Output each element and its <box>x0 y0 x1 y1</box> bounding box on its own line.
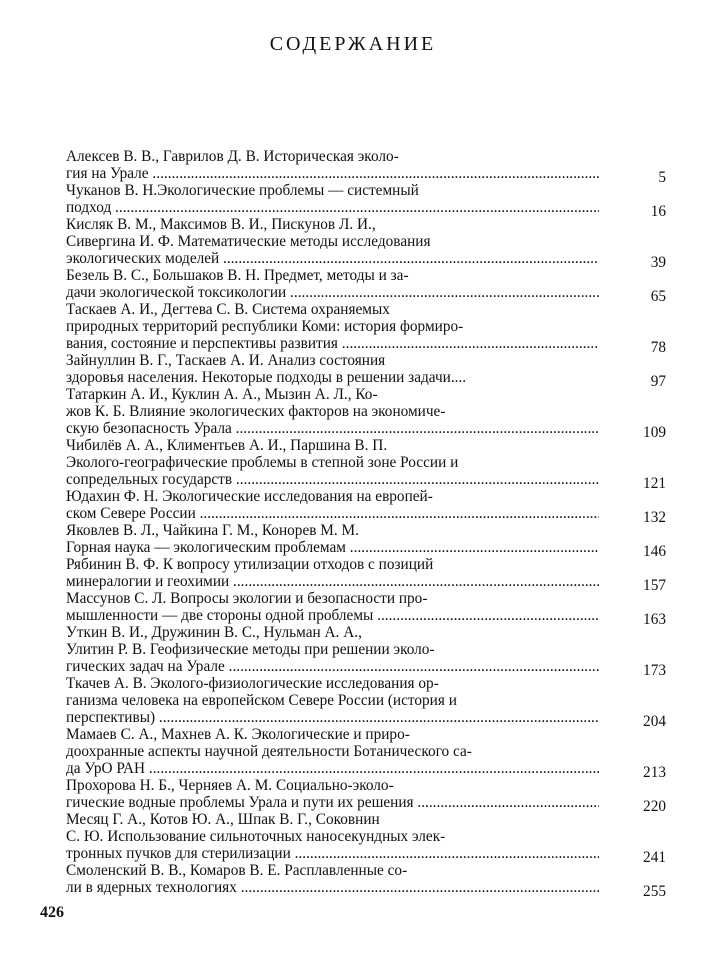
toc-entry <box>66 777 666 815</box>
toc-entry-line: Алексев В. В., Гаврилов Д. В. Историческая эколо- <box>66 148 399 165</box>
toc-entry-line: Яковлев В. Л., Чайкина Г. М., Конорев М. М. <box>66 522 359 539</box>
toc-entry-line: Сивергина И. Ф. Математические методы исследования <box>66 233 431 250</box>
toc-entry-line: Таскаев А. И., Дегтева С. В. Система охраняемых <box>66 301 390 318</box>
toc-entry <box>66 522 666 560</box>
toc-entry-line: перспективы) ..... <box>66 709 599 726</box>
toc-entry-line: Чибилёв А. А., Климентьев А. И., Паршина В. П. <box>66 437 388 454</box>
toc-entry-page: 220 <box>643 798 666 815</box>
toc-entry-line: скую безопасность Урала ..... <box>66 420 599 437</box>
toc-entry-line: Чуканов В. Н.Экологические проблемы — системный <box>66 182 419 199</box>
toc-entry-page: 173 <box>643 662 666 679</box>
toc-entry-page: 16 <box>650 203 666 220</box>
toc-entry <box>66 811 666 866</box>
toc-entry <box>66 386 666 441</box>
toc-entry <box>66 862 666 900</box>
toc-entry-line: тронных пучков для стерилизации ..... <box>66 845 599 862</box>
toc-entry-line: мышленности — две стороны одной проблемы ..... <box>66 607 599 624</box>
toc-entry-line: Прохорова Н. Б., Черняев А. М. Социально-эколо- <box>66 777 394 794</box>
toc-entry-page: 213 <box>643 764 666 781</box>
toc-entry <box>66 437 666 492</box>
toc-entry-line: Уткин В. И., Дружинин В. С., Нульман А. А., <box>66 624 362 641</box>
page-number: 426 <box>40 904 64 921</box>
toc-entry-line: Смоленский В. В., Комаров В. Е. Расплавленные со- <box>66 862 408 879</box>
toc-entry <box>66 182 666 220</box>
toc-entry-line: Юдахин Ф. Н. Экологические исследования на европей- <box>66 488 433 505</box>
toc-entry-line: Рябинин В. Ф. К вопросу утилизации отходов с позиций <box>66 556 434 573</box>
toc-entry-line: да УрО РАН ..... <box>66 760 599 777</box>
toc-entry-line: ском Севере России ..... <box>66 505 599 522</box>
toc-entry-line: Горная наука — экологическим проблемам ..... <box>66 539 599 556</box>
toc-entry-line: ганизма человека на европейском Севере России (история и <box>66 692 457 709</box>
toc-entry-page: 241 <box>643 849 666 866</box>
toc-entry-page: 157 <box>643 577 666 594</box>
toc-entry <box>66 148 666 186</box>
toc-entry-page: 109 <box>643 424 666 441</box>
toc-entry-line: гических задач на Урале ..... <box>66 658 599 675</box>
table-of-contents <box>66 148 666 900</box>
toc-entry <box>66 675 666 730</box>
toc-entry-line: Эколого-географические проблемы в степной зоне России и <box>66 454 459 471</box>
toc-entry <box>66 216 666 271</box>
toc-entry-page: 5 <box>658 169 666 186</box>
toc-entry-line: Кисляк В. М., Максимов В. И., Пискунов Л. И., <box>66 216 376 233</box>
toc-entry-page: 121 <box>643 475 666 492</box>
toc-entry-line: подход ..... <box>66 199 599 216</box>
toc-entry-line: Ткачев А. В. Эколого-физиологические исследования ор- <box>66 675 439 692</box>
toc-entry-line: гические водные проблемы Урала и пути их решения ..... <box>66 794 599 811</box>
toc-entry-line: вания, состояние и перспективы развития ..... <box>66 335 599 352</box>
toc-entry-line: здоровья населения. Некоторые подходы в решении задачи.... <box>66 369 467 386</box>
toc-entry <box>66 352 666 390</box>
toc-entry-page: 255 <box>643 883 666 900</box>
toc-entry-page: 97 <box>650 373 666 390</box>
toc-entry-page: 78 <box>650 339 666 356</box>
toc-entry-line: Безель В. С., Большаков В. Н. Предмет, методы и за- <box>66 267 409 284</box>
toc-entry <box>66 556 666 594</box>
toc-entry-line: доохранные аспекты научной деятельности Ботанического са- <box>66 743 472 760</box>
toc-entry-line: жов К. Б. Влияние экологических факторов на экономиче- <box>66 403 446 420</box>
toc-entry-line: сопредельных государств ..... <box>66 471 599 488</box>
toc-entry <box>66 590 666 628</box>
toc-entry-page: 39 <box>650 254 666 271</box>
toc-entry <box>66 301 666 356</box>
toc-entry <box>66 488 666 526</box>
toc-entry-line: Зайнуллин В. Г., Таскаев А. И. Анализ состояния <box>66 352 386 369</box>
toc-entry-page: 163 <box>643 611 666 628</box>
toc-entry-line: Татаркин А. И., Куклин А. А., Мызин А. Л., Ко- <box>66 386 378 403</box>
toc-entry-page: 204 <box>643 713 666 730</box>
toc-entry-line: Мамаев С. А., Махнев А. К. Экологические и приро- <box>66 726 410 743</box>
toc-entry-line: ли в ядерных технологиях ..... <box>66 879 599 896</box>
toc-entry-line: Улитин Р. В. Геофизические методы при решении эколо- <box>66 641 435 658</box>
toc-entry <box>66 267 666 305</box>
toc-entry-line: дачи экологической токсикологии ..... <box>66 284 599 301</box>
toc-entry-line: природных территорий республики Коми: история формиро- <box>66 318 464 335</box>
toc-entry <box>66 624 666 679</box>
toc-entry-line: гия на Урале ..... <box>66 165 599 182</box>
toc-entry-page: 146 <box>643 543 666 560</box>
toc-entry <box>66 726 666 781</box>
toc-entry-page: 132 <box>643 509 666 526</box>
toc-entry-line: С. Ю. Использование сильноточных наносекундных элек- <box>66 828 446 845</box>
toc-entry-line: минералогии и геохимии ..... <box>66 573 599 590</box>
toc-entry-line: экологических моделей ..... <box>66 250 599 267</box>
page-title: СОДЕРЖАНИЕ <box>269 33 437 55</box>
toc-entry-line: Месяц Г. А., Котов Ю. А., Шпак В. Г., Соковнин <box>66 811 380 828</box>
toc-entry-line: Массунов С. Л. Вопросы экологии и безопасности про- <box>66 590 428 607</box>
toc-entry-page: 65 <box>650 288 666 305</box>
